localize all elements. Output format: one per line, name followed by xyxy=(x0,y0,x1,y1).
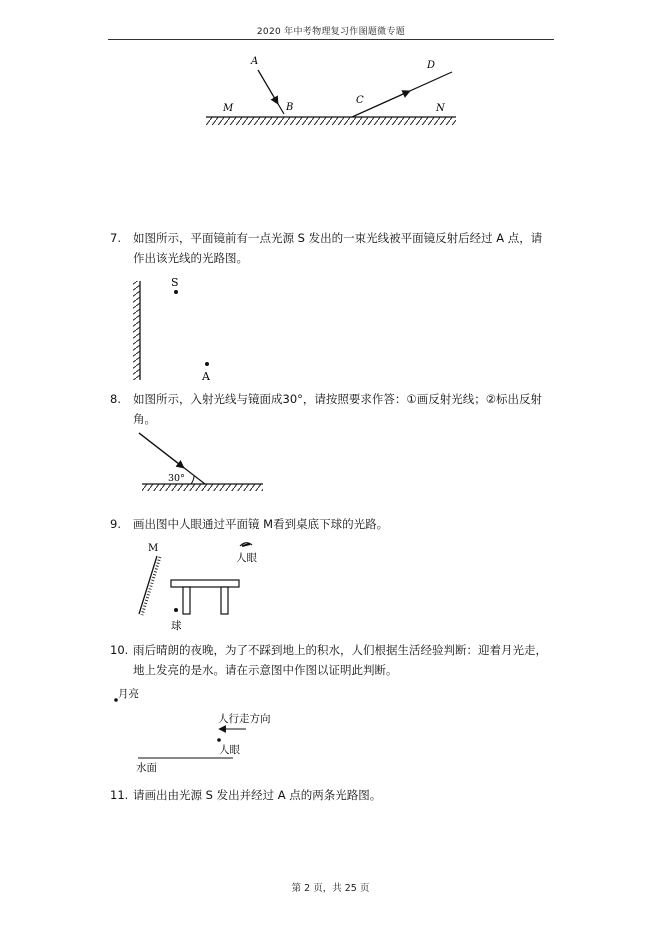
q9-label-eye: 人眼 xyxy=(236,552,257,564)
label-c: C xyxy=(356,95,364,106)
question-7-line2: 作出该光线的光路图。 xyxy=(133,251,248,265)
question-9-number: 9. xyxy=(110,517,121,531)
question-10-number: 10. xyxy=(110,643,129,657)
q10-label-moon: 月亮 xyxy=(118,688,139,700)
q10-eye-point xyxy=(217,738,221,742)
label-b: B xyxy=(286,102,294,113)
q10-label-water: 水面 xyxy=(136,762,157,774)
question-7-number: 7. xyxy=(110,231,121,245)
question-11-number: 11. xyxy=(110,788,129,802)
q9-label-m: M xyxy=(148,543,159,554)
q7-label-s: S xyxy=(171,276,179,289)
q8-angle-label: 30° xyxy=(168,473,185,484)
page-footer: 第 2 页，共 25 页 xyxy=(291,883,370,894)
q10-label-direction: 人行走方向 xyxy=(218,713,271,725)
label-n: N xyxy=(436,103,445,114)
label-d: D xyxy=(427,60,436,71)
question-10-line1: 雨后晴朗的夜晚，为了不踩到地上的积水，人们根据生活经验判断：迎着月光走， xyxy=(133,643,547,657)
q9-label-ball: 球 xyxy=(171,620,182,632)
question-8-number: 8. xyxy=(110,392,121,406)
q7-label-a: A xyxy=(202,370,210,383)
label-m: M xyxy=(223,103,234,114)
question-9-line1: 画出图中人眼通过平面镜 M看到桌底下球的光路。 xyxy=(133,517,389,531)
question-10-line2: 地上发亮的是水。请在示意图中作图以证明此判断。 xyxy=(133,663,398,677)
question-7-line1: 如图所示，平面镜前有一点光源 S 发出的一束光线被平面镜反射后经过 A 点，请 xyxy=(133,231,543,245)
page-header: 2020 年中考物理复习作图题微专题 xyxy=(256,27,406,37)
q10-label-eye: 人眼 xyxy=(219,744,240,756)
question-8-line1: 如图所示，入射光线与镜面成30°，请按照要求作答：①画反射光线；②标出反射 xyxy=(133,392,542,406)
question-11-line1: 请画出由光源 S 发出并经过 A 点的两条光路图。 xyxy=(133,788,382,802)
label-a: A xyxy=(251,56,259,67)
question-8-line2: 角。 xyxy=(133,412,156,426)
